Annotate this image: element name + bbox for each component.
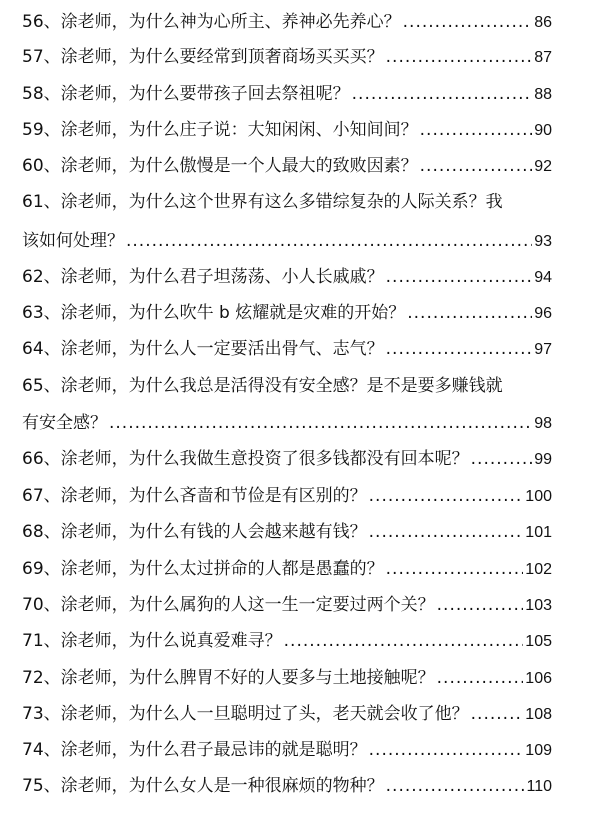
toc-entry [22, 9, 552, 35]
toc-entry-page-number: 102 [525, 561, 552, 578]
toc-entry-page-number: 88 [534, 86, 552, 103]
toc-entry [22, 483, 552, 509]
dot-leader [126, 228, 532, 254]
toc-entry-title: 该如何处理？ [22, 231, 124, 251]
dot-leader [471, 446, 533, 472]
toc-entry-page-number: 90 [534, 122, 552, 139]
toc-entry-page-number: 87 [534, 49, 552, 66]
toc-entry-title: 70、涂老师，为什么属狗的人这一生一定要过两个关？ [22, 595, 435, 615]
toc-entry [22, 628, 552, 654]
dot-leader [437, 592, 524, 618]
toc-entry-title: 73、涂老师，为什么人一旦聪明过了头，老天就会收了他？ [22, 704, 469, 724]
toc-entry-title: 71、涂老师，为什么说真爱难寻？ [22, 631, 282, 651]
toc-entry [22, 44, 552, 70]
dot-leader [471, 701, 524, 727]
toc-entry-page-number: 100 [525, 488, 552, 505]
dot-leader [420, 153, 533, 179]
toc-entry-title: 65、涂老师，为什么我总是活得没有安全感？是不是要多赚钱就 [22, 376, 503, 396]
toc-entry-title: 75、涂老师，为什么女人是一种很麻烦的物种？ [22, 776, 384, 796]
toc-entry-title: 72、涂老师，为什么脾胃不好的人要多与土地接触呢？ [22, 668, 435, 688]
dot-leader [386, 264, 533, 290]
toc-entry-title: 58、涂老师，为什么要带孩子回去祭祖呢？ [22, 84, 350, 104]
dot-leader [403, 9, 533, 35]
dot-leader [407, 300, 532, 326]
toc-entry [22, 773, 552, 799]
toc-entry-page-number: 108 [525, 706, 552, 723]
dot-leader [437, 665, 524, 691]
toc-entry-title: 61、涂老师，为什么这个世界有这么多错综复杂的人际关系？我 [22, 192, 503, 212]
toc-entry [22, 81, 552, 107]
dot-leader [386, 556, 524, 582]
toc-entry [22, 519, 552, 545]
toc-entry-title: 56、涂老师，为什么神为心所主、养神必先养心？ [22, 12, 401, 32]
toc-entry-page-number: 105 [525, 633, 552, 650]
toc-entry-page-number: 94 [534, 269, 552, 286]
dot-leader [369, 483, 524, 509]
toc-entry-page-number: 109 [525, 742, 552, 759]
toc-entry-page-number: 101 [525, 524, 552, 541]
dot-leader [369, 519, 524, 545]
toc-entry-page-number: 86 [534, 14, 552, 31]
toc-entry-title: 66、涂老师，为什么我做生意投资了很多钱都没有回本呢？ [22, 449, 469, 469]
dot-leader [284, 628, 524, 654]
toc-entry-page-number: 92 [534, 158, 552, 175]
toc-entry [22, 556, 552, 582]
toc-entry [22, 117, 552, 143]
toc-entry-title: 74、涂老师，为什么君子最忌讳的就是聪明？ [22, 740, 367, 760]
toc-entry-title: 68、涂老师，为什么有钱的人会越来越有钱？ [22, 522, 367, 542]
toc-entry [22, 336, 552, 362]
dot-leader [369, 737, 524, 763]
toc-entry [22, 153, 552, 179]
toc-entry-title: 69、涂老师，为什么太过拼命的人都是愚蠢的？ [22, 559, 384, 579]
toc-entry [22, 228, 552, 254]
toc-entry-page-number: 106 [525, 670, 552, 687]
toc-entry [22, 264, 552, 290]
toc-entry [22, 410, 552, 436]
toc-entry [22, 373, 552, 399]
toc-entry-page-number: 103 [525, 597, 552, 614]
toc-entry [22, 701, 552, 727]
toc-entry-page-number: 97 [534, 341, 552, 358]
toc-entry-title: 64、涂老师，为什么人一定要活出骨气、志气？ [22, 339, 384, 359]
dot-leader [420, 117, 533, 143]
toc-entry [22, 300, 552, 326]
toc-entry-page-number: 93 [534, 233, 552, 250]
toc-entry [22, 189, 552, 215]
dot-leader [386, 44, 533, 70]
toc-entry-title: 62、涂老师，为什么君子坦荡荡、小人长戚戚？ [22, 267, 384, 287]
toc-entry-title: 有安全感？ [22, 413, 107, 433]
toc-entry [22, 665, 552, 691]
toc-entry [22, 446, 552, 472]
toc-entry [22, 737, 552, 763]
toc-entry-title: 67、涂老师，为什么吝啬和节俭是有区别的？ [22, 486, 367, 506]
toc-entry-title: 63、涂老师，为什么吹牛 b 炫耀就是灾难的开始？ [22, 303, 406, 323]
dot-leader [386, 336, 533, 362]
toc-entry-title: 57、涂老师，为什么要经常到顶奢商场买买买？ [22, 47, 384, 67]
dot-leader [352, 81, 533, 107]
toc-entry [22, 592, 552, 618]
toc-entry-page-number: 110 [526, 778, 552, 795]
toc-entry-page-number: 98 [534, 415, 552, 432]
dot-leader [109, 410, 532, 436]
toc-entry-page-number: 96 [534, 305, 552, 322]
dot-leader [386, 773, 525, 799]
toc-entry-page-number: 99 [534, 451, 552, 468]
toc-entry-title: 59、涂老师，为什么庄子说：大知闲闲、小知间间？ [22, 120, 418, 140]
toc-entry-title: 60、涂老师，为什么傲慢是一个人最大的致败因素？ [22, 156, 418, 176]
